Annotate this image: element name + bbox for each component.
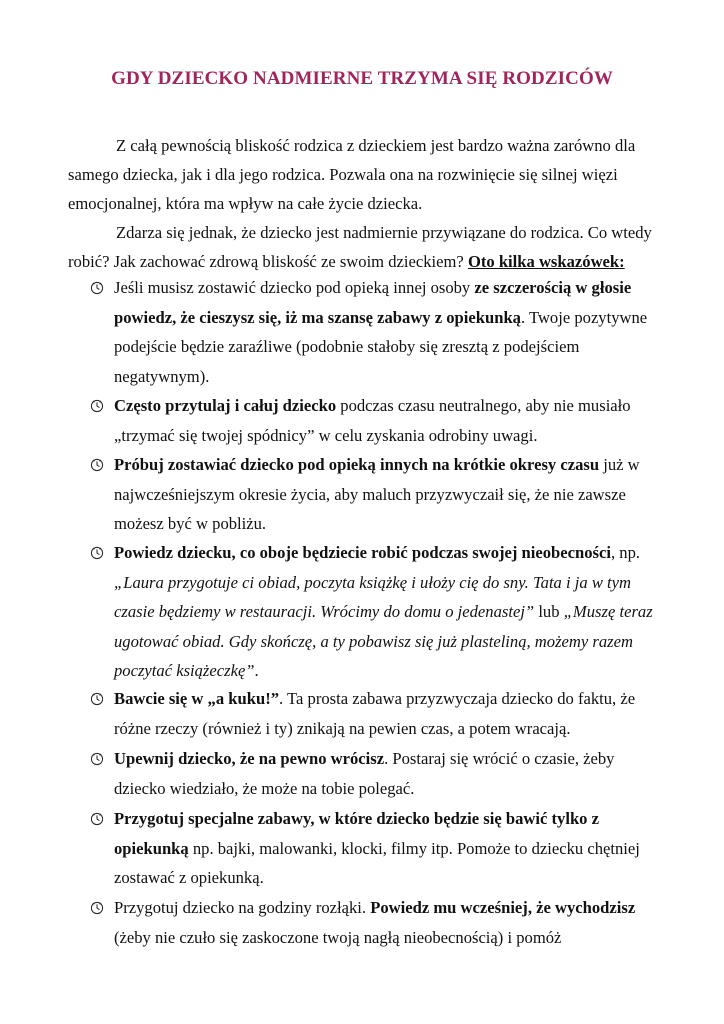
- second-paragraph: [68, 218, 658, 276]
- list-item: [114, 273, 662, 391]
- list-item: [114, 893, 662, 952]
- tip-text: . Ta prosta zabawa przyzwyczaja dziecko do faktu, że różne rzeczy (również i ty) znikają na pewien czas, a potem wracają.: [114, 689, 636, 738]
- tip-text: , np.: [610, 543, 641, 562]
- tip-text: . Twoje pozytywne podejście będzie zaraźliwe (podobnie stałoby się zresztą z podejściem negatywnym).: [114, 307, 648, 386]
- tip-text: już w najwcześniejszym okresie życia, aby maluch przyzwyczaił się, że nie zawsze możesz być w pobliżu.: [114, 455, 640, 533]
- tip-text: Przygotuj dziecko na godziny rozłąki.: [114, 898, 371, 917]
- tip-italic-quote: „Laura przygotuje ci obiad, poczyta książkę i ułoży cię do sny. Tata i ja w tym czasie będziemy w restauracji. Wrócimy do domu o jedenastej”: [114, 572, 631, 621]
- tip-text: .: [254, 661, 259, 680]
- tip-bold-text: Powiedz dziecku, co oboje będziecie robić podczas swojej nieobecności: [114, 543, 611, 562]
- intro-paragraph-text: Z całą pewnością bliskość rodzica z dzieckiem jest bardzo ważna zarówno dla samego dziecka, jak i dla jego rodzica. Pozwala ona na rozwinięcie się silnej więzi emocjonalnej, która ma wpływ na całe życie dziecka.: [68, 136, 636, 213]
- list-item: [114, 744, 662, 803]
- list-item: [114, 804, 662, 893]
- list-item: [114, 391, 662, 450]
- clock-icon: [90, 458, 104, 472]
- clock-icon: [90, 399, 104, 413]
- clock-icon: [90, 281, 104, 295]
- tip-bold-text: ze szczerością w głosie powiedz, że cieszysz się, iż ma szansę zabawy z opiekunką: [114, 278, 632, 327]
- list-item: [114, 450, 662, 539]
- tip-italic-quote: „Muszę teraz ugotować obiad. Gdy skończę, a ty pobawisz się już plasteliną, możemy razem poczytać książeczkę”: [114, 602, 653, 680]
- second-paragraph-text: Zdarza się jednak, że dziecko jest nadmiernie przywiązane do rodzica. Co wtedy robić? Jak zachować zdrową bliskość ze swoim dzieckiem?: [68, 223, 652, 271]
- tip-bold-text: Przygotuj specjalne zabawy, w które dziecko będzie się bawić tylko z opiekunką: [114, 809, 599, 858]
- tip-text: podczas czasu neutralnego, aby nie musiało „trzymać się twojej spódnicy” w celu zyskania odrobiny uwagi.: [114, 396, 631, 445]
- tip-bold-text: Powiedz mu wcześniej, że wychodzisz: [370, 898, 636, 917]
- tip-bold-text: Często przytulaj i całuj dziecko: [114, 396, 337, 415]
- intro-paragraph: [68, 131, 658, 218]
- tip-bold-text: Upewnij dziecko, że na pewno wrócisz: [114, 749, 385, 768]
- clock-icon: [90, 901, 104, 915]
- tip-text: Jeśli musisz zostawić dziecko pod opieką innej osoby: [114, 278, 475, 297]
- tip-text: (żeby nie czuło się zaskoczone twoją nagłą nieobecnością) i pomóż: [114, 927, 562, 947]
- clock-icon: [90, 812, 104, 826]
- tip-text: np. bajki, malowanki, klocki, filmy itp. Pomoże to dziecku chętniej zostawać z opiekunką.: [114, 838, 640, 887]
- clock-icon: [90, 752, 104, 766]
- tip-bold-text: Próbuj zostawiać dziecko pod opieką innych na krótkie okresy czasu: [114, 455, 600, 474]
- list-item: [114, 684, 662, 743]
- tip-bold-text: Bawcie się w „a kuku!”: [114, 689, 280, 708]
- clock-icon: [90, 692, 104, 706]
- tip-text: lub: [534, 602, 564, 621]
- tip-text: . Postaraj się wrócić o czasie, żeby dziecko wiedziało, że może na tobie polegać.: [114, 749, 615, 798]
- document-title: GDY DZIECKO NADMIERNE TRZYMA SIĘ RODZICÓW: [111, 68, 613, 89]
- clock-icon: [90, 546, 104, 560]
- tips-heading: Oto kilka wskazówek:: [467, 252, 625, 271]
- list-item: [114, 538, 662, 686]
